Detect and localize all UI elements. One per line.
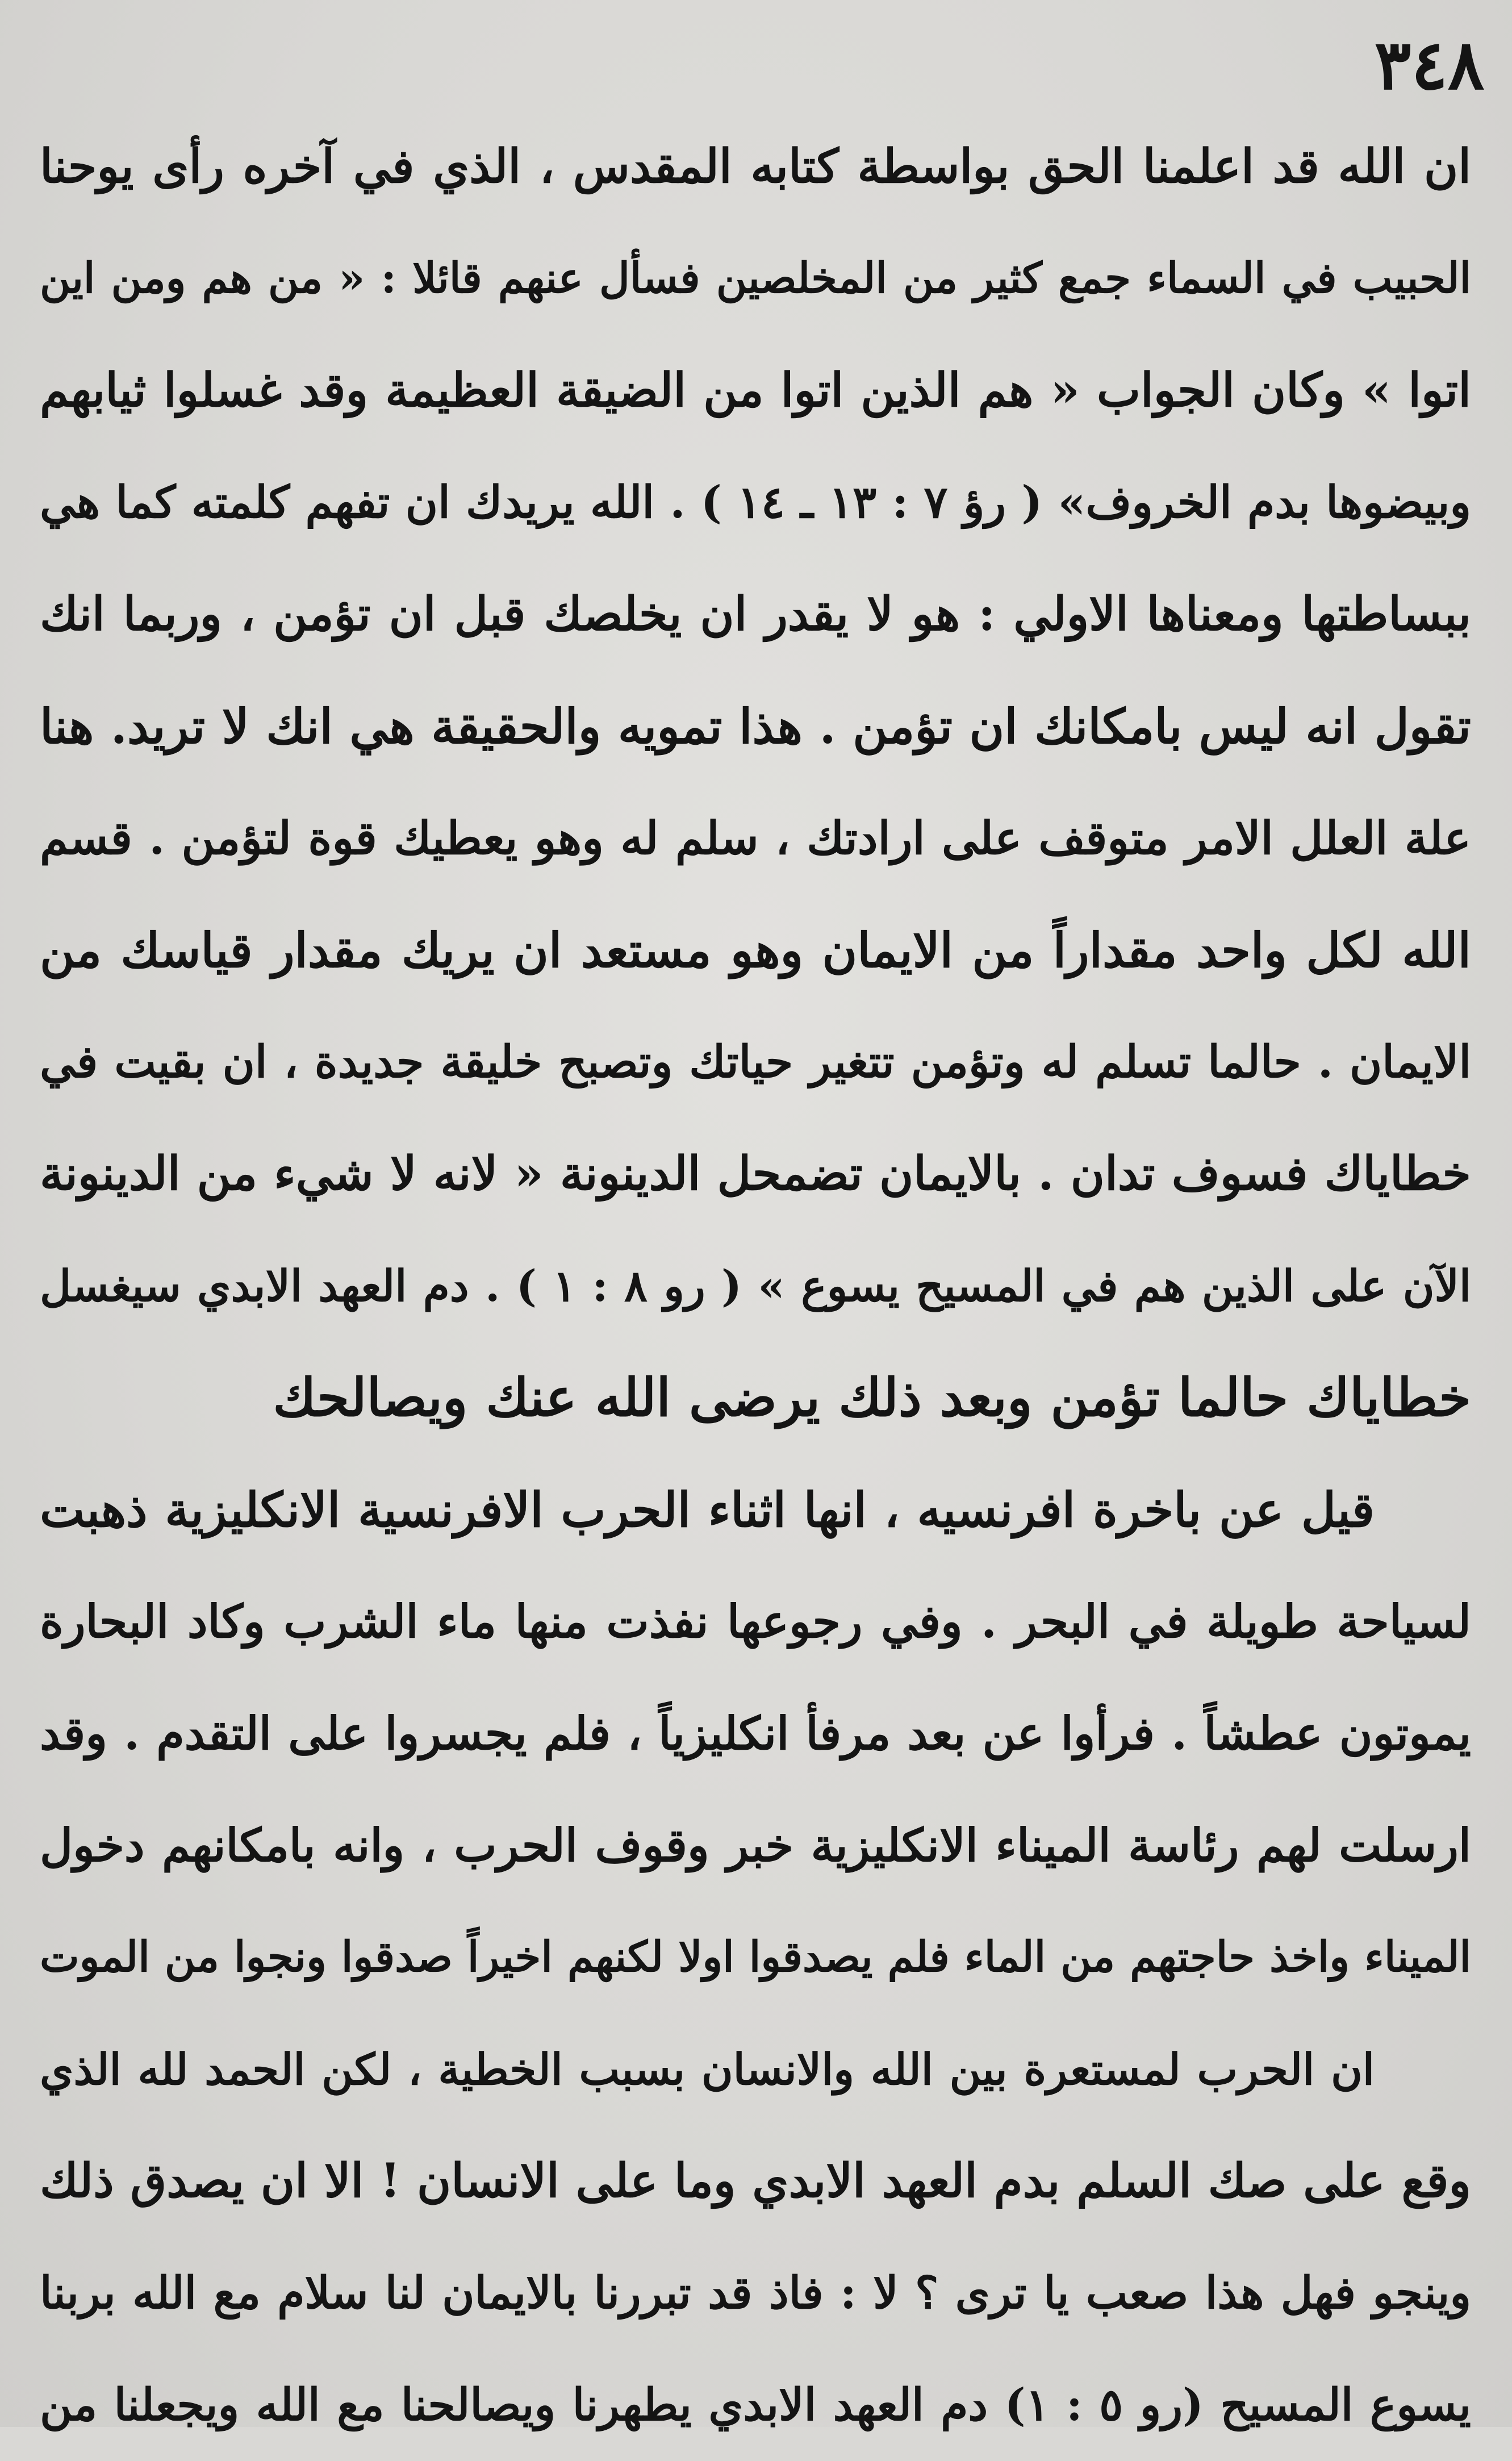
text-line: ارسلت لهم رئاسة الميناء الانكليزية خبر وقوف الحرب ، وانه بامكانهم دخول — [40, 1818, 1471, 1872]
text-line: ان الله قد اعلمنا الحق بواسطة كتابه المقدس ، الذي في آخره رأى يوحنا — [40, 139, 1471, 194]
page-number: ٣٤٨ — [1375, 25, 1485, 105]
text-line: يموتون عطشاً . فرأوا عن بعد مرفأ انكليزياً ، فلم يجسروا على التقدم . وقد — [40, 1707, 1471, 1760]
text-line: وينجو فهل هذا صعب يا ترى ؟ لا : فاذ قد تبررنا بالايمان لنا سلام مع الله بربنا — [40, 2267, 1471, 2319]
text-line: ببساطتها ومعناها الاولي : هو لا يقدر ان يخلصك قبل ان تؤمن ، وربما انك — [40, 587, 1471, 641]
text-line: الايمان . حالما تسلم له وتؤمن تتغير حياتك وتصبح خليقة جديدة ، ان بقيت في — [40, 1036, 1471, 1088]
text-line-paragraph-start: قيل عن باخرة افرنسيه ، انها اثناء الحرب الافرنسية الانكليزية ذهبت — [40, 1482, 1375, 1538]
text-line: وبيضوها بدم الخروف» ( رؤ ٧ : ١٣ ـ ١٤ ) . الله يريدك ان تفهم كلمته كما هي — [40, 477, 1471, 528]
text-line: الحبيب في السماء جمع كثير من المخلصين فسأل عنهم قائلا : « من هم ومن اين — [40, 254, 1471, 303]
text-line: تقول انه ليس بامكانك ان تؤمن . هذا تمويه والحقيقة هي انك لا تريد. هنا — [40, 698, 1471, 754]
text-line: خطاياك فسوف تدان . بالايمان تضمحل الدينونة « لانه لا شيء من الدينونة — [40, 1146, 1471, 1201]
text-line: علة العلل الامر متوقف على ارادتك ، سلم له وهو يعطيك قوة لتؤمن . قسم — [40, 811, 1471, 865]
text-line: الله لكل واحد مقداراً من الايمان وهو مستعد ان يريك مقدار قياسك من — [40, 922, 1471, 978]
text-line: الآن على الذين هم في المسيح يسوع » ( رو ٨ : ١ ) . دم العهد الابدي سيغسل — [40, 1261, 1471, 1311]
text-line: وقع على صك السلم بدم العهد الابدي وما على الانسان ! الا ان يصدق ذلك — [40, 2154, 1471, 2208]
text-line: الميناء واخذ حاجتهم من الماء فلم يصدقوا اولا لكنهم اخيراً صدقوا ونجوا من الموت — [40, 1933, 1471, 1982]
text-line-paragraph-start: ان الحرب لمستعرة بين الله والانسان بسبب الخطية ، لكن الحمد لله الذي — [40, 2044, 1375, 2095]
body-text — [40, 111, 1471, 2461]
text-line: يسوع المسيح (رو ٥ : ١) دم العهد الابدي يطهرنا ويصالحنا مع الله ويجعلنا من — [40, 2379, 1471, 2431]
text-line: اتوا » وكان الجواب « هم الذين اتوا من الضيقة العظيمة وقد غسلوا ثيابهم — [40, 363, 1471, 418]
text-line-paragraph-end: خطاياك حالما تؤمن وبعد ذلك يرضى الله عنك ويصالحك — [273, 1367, 1471, 1428]
text-line: لسياحة طويلة في البحر . وفي رجوعها نفذت منها ماء الشرب وكاد البحارة — [40, 1595, 1471, 1648]
